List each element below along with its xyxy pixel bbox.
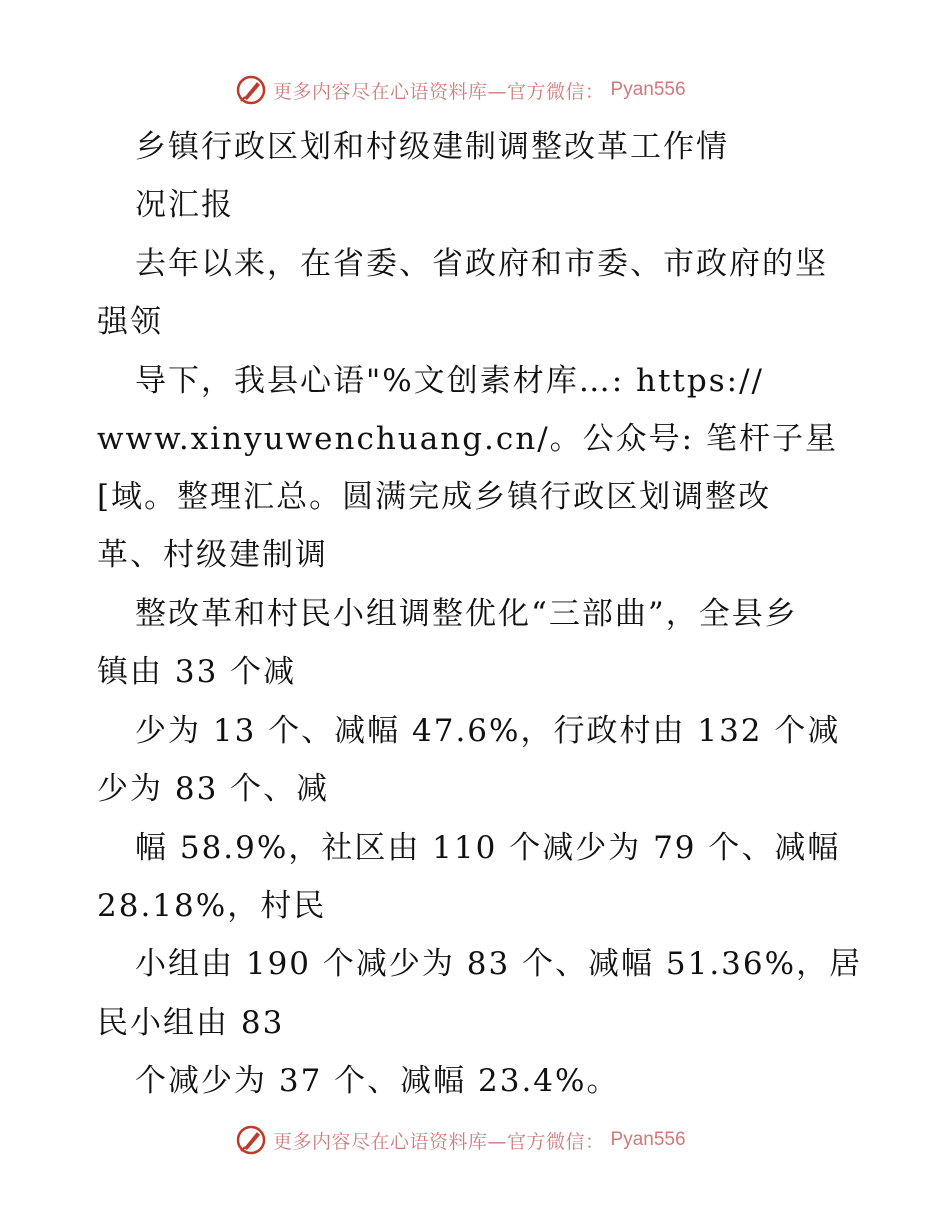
doc-line-8: 革、村级建制调 [97,537,328,573]
doc-line-7: [域。整理汇总。圆满完成乡镇行政区划调整改 [97,479,772,515]
doc-line-1: 乡镇行政区划和村级建制调整改革工作情 [135,129,729,165]
doc-line-6: www.xinyuwenchuang.cn/。公众号: 笔杆子星 [97,421,838,457]
watermark-text: 更多内容尽在心语资料库—官方微信： [273,80,605,103]
watermark-handle: Pyan556 [610,79,686,100]
doc-line-11: 少为 13 个、减幅 47.6%，行政村由 132 个减 [135,713,841,749]
doc-line-13: 幅 58.9%，社区由 110 个减少为 79 个、减幅 [135,830,841,866]
doc-line-16: 民小组由 83 [97,1005,285,1041]
quill-pen-logo-icon [235,74,267,106]
doc-line-17: 个减少为 37 个、减幅 23.4%。 [135,1063,620,1099]
doc-line-9: 整改革和村民小组调整优化“三部曲”，全县乡 [135,596,798,632]
doc-line-4: 强领 [97,304,163,340]
watermark-text: 更多内容尽在心语资料库—官方微信： [273,1130,605,1153]
doc-line-3: 去年以来，在省委、省政府和市委、市政府的坚 [135,246,828,282]
doc-line-14: 28.18%，村民 [97,888,327,924]
watermark-handle: Pyan556 [610,1129,686,1150]
doc-line-2: 况汇报 [135,187,234,223]
doc-line-5: 导下，我县心语"%文创素材库…: https:// [135,363,764,399]
doc-line-10: 镇由 33 个减 [97,654,297,690]
header-watermark-banner [235,73,735,107]
quill-pen-logo-icon [235,1124,267,1156]
doc-line-12: 少为 83 个、减 [97,771,330,807]
footer-watermark-banner [235,1123,735,1157]
doc-line-15: 小组由 190 个减少为 83 个、减幅 51.36%，居 [135,946,863,982]
